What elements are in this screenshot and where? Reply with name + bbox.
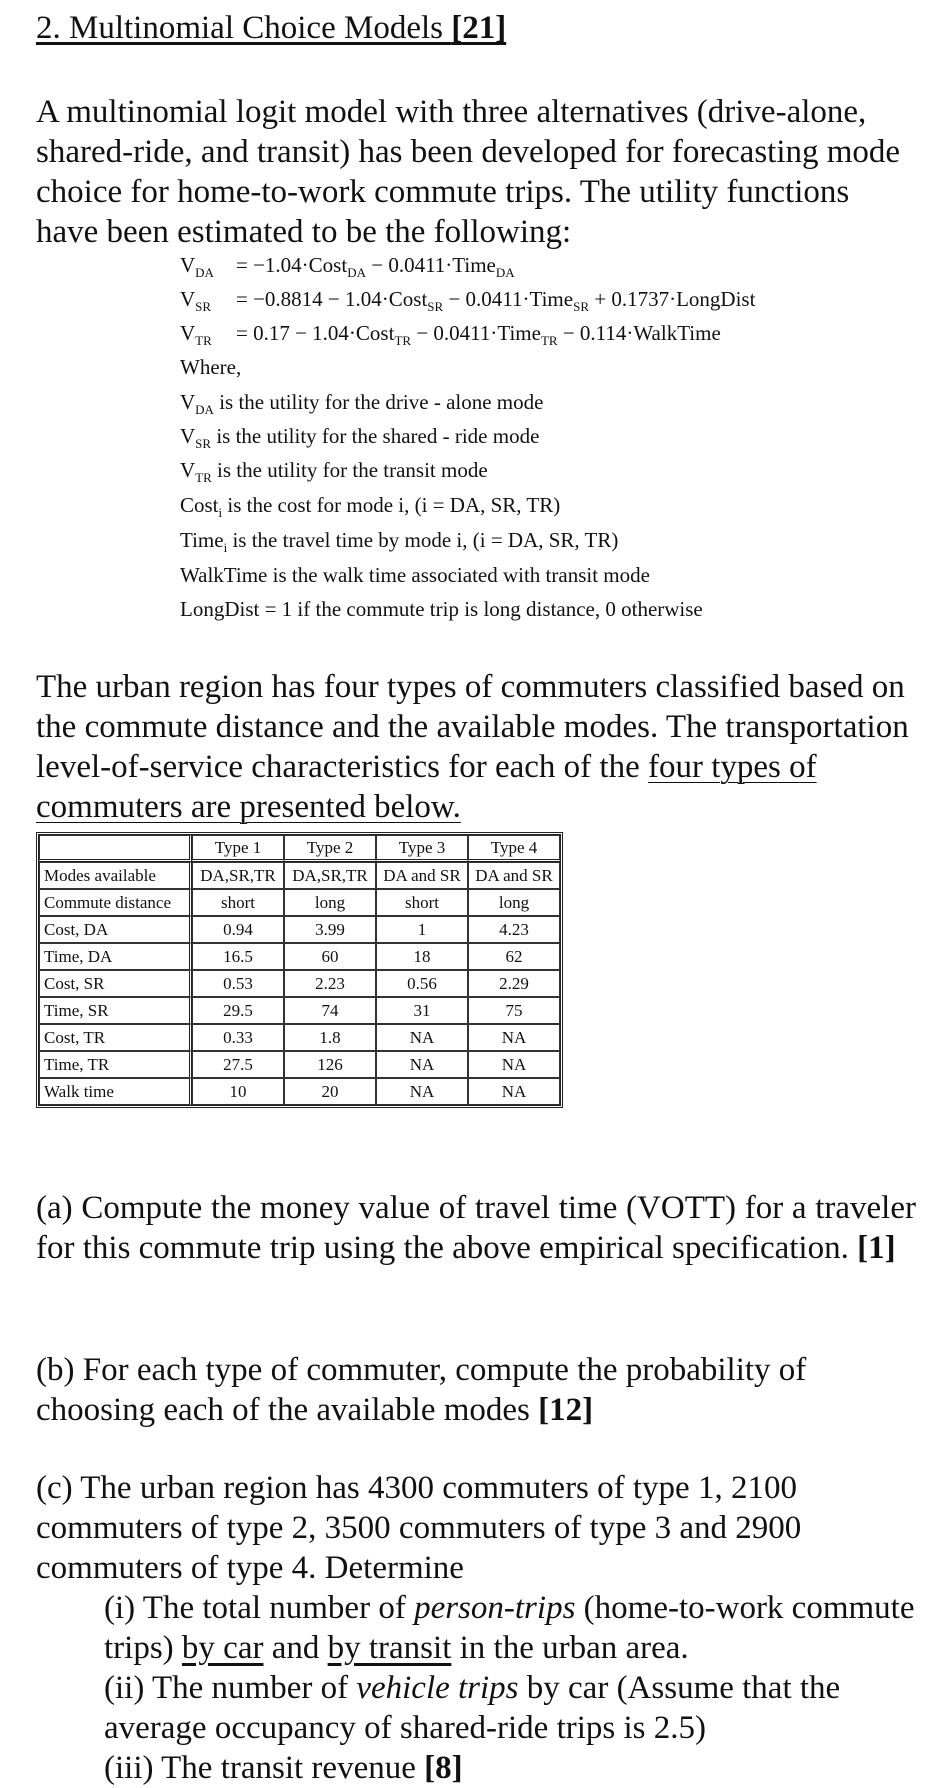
table-cell: 0.33 [192,1024,284,1051]
table-cell: 126 [284,1051,376,1078]
table-cell: NA [376,1078,468,1105]
table-cell: 0.53 [192,970,284,997]
table-row [39,1051,560,1078]
table-cell: 1 [376,916,468,943]
table-cell: Modes available [39,862,192,889]
table-cell: 27.5 [192,1051,284,1078]
question-c-i: (i) The total number of person-trips (home-to-work commute trips) by car and by transit in the urban area. [104,1590,915,1666]
table-cell: NA [468,1078,560,1105]
table-cell: 62 [468,943,560,970]
question-c: (c) The urban region has 4300 commuters of type 1, 2100 commuters of type 2, 3500 commuters of type 3 and 2900 commuters of type 4. Determine [36,1470,802,1586]
table-cell: short [376,889,468,916]
table-row [39,889,560,916]
table-cell: NA [468,1051,560,1078]
table-cell: 10 [192,1078,284,1105]
table-header-cell [39,835,192,862]
definition-cost: Cost$_i$ is the cost for mode i, (i = DA, SR, TR) [180,493,561,520]
level-of-service-table [36,832,563,1108]
heading-text: 2. Multinomial Choice Models [36,10,452,46]
table-row [39,1024,560,1051]
table-cell: short [192,889,284,916]
table-cell: DA and SR [376,862,468,889]
table-header-cell: Type 1 [192,835,284,862]
table-cell: Cost, TR [39,1024,192,1051]
equation-sr: $V_{SR} = -0.8814$ − 1.04·Cost$_{SR}$ − 0.0411·Time$_{SR}$ + 0.1737·LongDist [180,287,756,314]
question-c-iii: (iii) The transit revenue [8] [104,1750,463,1786]
question-c-iii-marks: [8] [424,1750,463,1786]
table-cell: Time, TR [39,1051,192,1078]
table-header-cell: Type 2 [284,835,376,862]
table-cell: 74 [284,997,376,1024]
intro-paragraph: A multinomial logit model with three alternatives (drive-alone, shared-ride, and transit) has been developed for forecasting mode choice for home-to-work commute trips. The utility functions have been estimated to be the following: [36,94,901,250]
table-cell: 2.23 [284,970,376,997]
table-cell: Cost, SR [39,970,192,997]
table-cell: 29.5 [192,997,284,1024]
definition-vtr: $V_{TR}$ is the utility for the transit mode [180,458,488,485]
table-header-cell: Type 4 [468,835,560,862]
table-cell: Time, DA [39,943,192,970]
table-row [39,916,560,943]
table-cell: 3.99 [284,916,376,943]
table-cell: 0.56 [376,970,468,997]
table-cell: 20 [284,1078,376,1105]
table-row [39,943,560,970]
where-label: Where, [180,355,242,379]
table-cell: NA [376,1024,468,1051]
table-cell: 4.23 [468,916,560,943]
table-cell: DA,SR,TR [284,862,376,889]
table-cell: 18 [376,943,468,970]
table-cell: Commute distance [39,889,192,916]
table-header-cell: Type 3 [376,835,468,862]
section-heading [36,10,506,47]
equation-da-rhs: = −1.04·Cost$_{DA}$ − 0.0411·Time$_{DA}$ [236,253,515,280]
question-a-marks: [1] [857,1230,896,1266]
table-row [39,970,560,997]
table-cell: 16.5 [192,943,284,970]
table-cell: DA and SR [468,862,560,889]
definition-longdist: LongDist = 1 if the commute trip is long distance, 0 otherwise [180,597,703,621]
table-cell: Walk time [39,1078,192,1105]
table-cell: 31 [376,997,468,1024]
table-row [39,997,560,1024]
table-cell: 1.8 [284,1024,376,1051]
table-cell: long [468,889,560,916]
table-cell: Cost, DA [39,916,192,943]
table-cell: Time, SR [39,997,192,1024]
table-cell: 60 [284,943,376,970]
question-b-marks: [12] [538,1392,594,1428]
definition-walktime: WalkTime is the walk time associated with transit mode [180,563,650,587]
question-b: (b) For each type of commuter, compute the probability of choosing each of the available modes [12] [36,1352,807,1428]
equation-tr-rhs: = 0.17 − 1.04·Cost$_{TR}$ − 0.0411·Time$_{TR}$ − 0.114·WalkTime [236,321,721,348]
table-cell: 2.29 [468,970,560,997]
table-cell: 75 [468,997,560,1024]
table-cell: DA,SR,TR [192,862,284,889]
equation-sr-rhs: = −0.8814 − 1.04·Cost$_{SR}$ − 0.0411·Time$_{SR}$ + 0.1737·LongDist [236,287,756,314]
table-cell: NA [376,1051,468,1078]
equation-tr: $V_{TR} = 0.17$ − 1.04·Cost$_{TR}$ − 0.0411·Time$_{TR}$ − 0.114·WalkTime [180,321,721,348]
definition-time: Time$_i$ is the travel time by mode i, (i = DA, SR, TR) [180,528,619,555]
heading-marks: [21] [451,10,507,46]
question-c-ii: (ii) The number of vehicle trips by car (Assume that the average occupancy of shared-ride trips is 2.5) [104,1670,841,1746]
question-a: (a) Compute the money value of travel time (VOTT) for a traveler for this commute trip using the above empirical specification. [1] [36,1190,916,1266]
urban-region-paragraph: The urban region has four types of commuters classified based on the commute distance and the available modes. The transportation level-of-service characteristics for each of the four types of commuters are presented below. [36,669,909,825]
definition-vsr: $V_{SR}$ is the utility for the shared - ride mode [180,424,540,451]
equation-da: $V_{DA}$ = −1.04·Cost$_{DA}$ − 0.0411·Time$_{DA}$ [180,253,515,280]
table-cell: 0.94 [192,916,284,943]
table-cell: long [284,889,376,916]
table-header-row [39,835,560,862]
definition-vda: $V_{DA}$ is the utility for the drive - alone mode [180,390,544,417]
table-cell: NA [468,1024,560,1051]
table-row [39,1078,560,1105]
table-row [39,862,560,889]
